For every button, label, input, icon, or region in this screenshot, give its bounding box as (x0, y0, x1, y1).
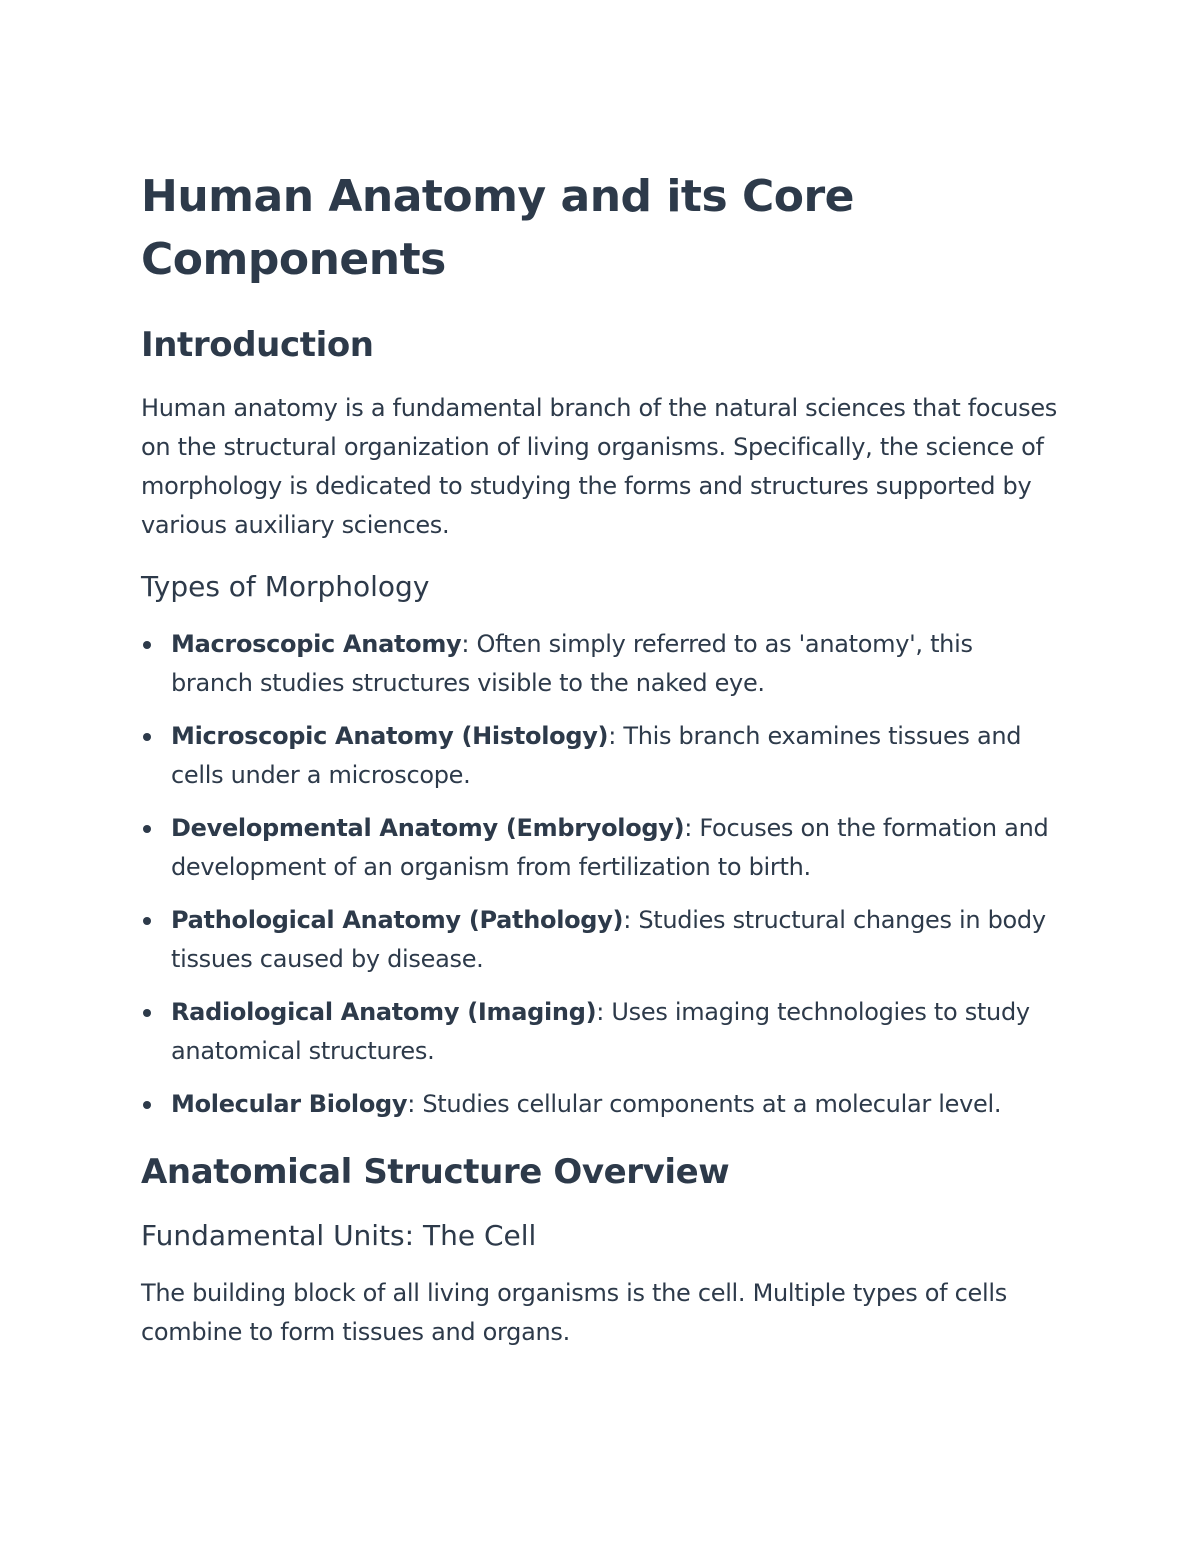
list-item (141, 717, 1061, 795)
page-title: Human Anatomy and its Core Components (141, 171, 855, 285)
list-item-term: Microscopic Anatomy (Histology) (171, 722, 609, 750)
morphology-list (141, 625, 1061, 1124)
document-page (141, 165, 1061, 1374)
bullet-icon (143, 641, 151, 649)
list-item-text: : Studies cellular components at a molecular level. (407, 1090, 1002, 1118)
subheading-fundamental-units: Fundamental Units: The Cell (141, 1219, 537, 1252)
bullet-icon (143, 917, 151, 925)
list-item-term: Pathological Anatomy (Pathology) (171, 906, 624, 934)
bullet-icon (143, 825, 151, 833)
bullet-icon (143, 1009, 151, 1017)
list-item (141, 625, 1061, 703)
list-item (141, 1085, 1061, 1124)
section-heading-overview: Anatomical Structure Overview (141, 1152, 730, 1192)
list-item-term: Molecular Biology (171, 1090, 408, 1118)
list-item (141, 993, 1061, 1071)
section-heading-introduction: Introduction (141, 325, 374, 365)
list-item-term: Radiological Anatomy (Imaging) (171, 998, 597, 1026)
list-item (141, 809, 1061, 887)
bullet-icon (143, 1101, 151, 1109)
list-item-term: Developmental Anatomy (Embryology) (171, 814, 685, 842)
list-item-term: Macroscopic Anatomy (171, 630, 462, 658)
intro-paragraph: Human anatomy is a fundamental branch of the natural sciences that focuses on the structural organization of living organisms. Specifically, the science of morphology is dedicated to studying the forms and structures supported by various auxiliary sciences. (141, 394, 1057, 539)
list-item-text: : Focuses on the formation and development of an organism from fertilization to birth. (171, 814, 1049, 881)
list-item-text: : Uses imaging technologies to study anatomical structures. (171, 998, 1030, 1065)
list-item (141, 901, 1061, 979)
subheading-types-of-morphology: Types of Morphology (141, 570, 430, 603)
overview-paragraph: The building block of all living organisms is the cell. Multiple types of cells combine to form tissues and organs. (141, 1279, 1007, 1346)
bullet-icon (143, 733, 151, 741)
list-item-text: : Studies structural changes in body tissues caused by disease. (171, 906, 1046, 973)
list-item-text: : This branch examines tissues and cells under a microscope. (171, 722, 1022, 789)
list-item-text: : Often simply referred to as 'anatomy', this branch studies structures visible to the naked eye. (171, 630, 973, 697)
